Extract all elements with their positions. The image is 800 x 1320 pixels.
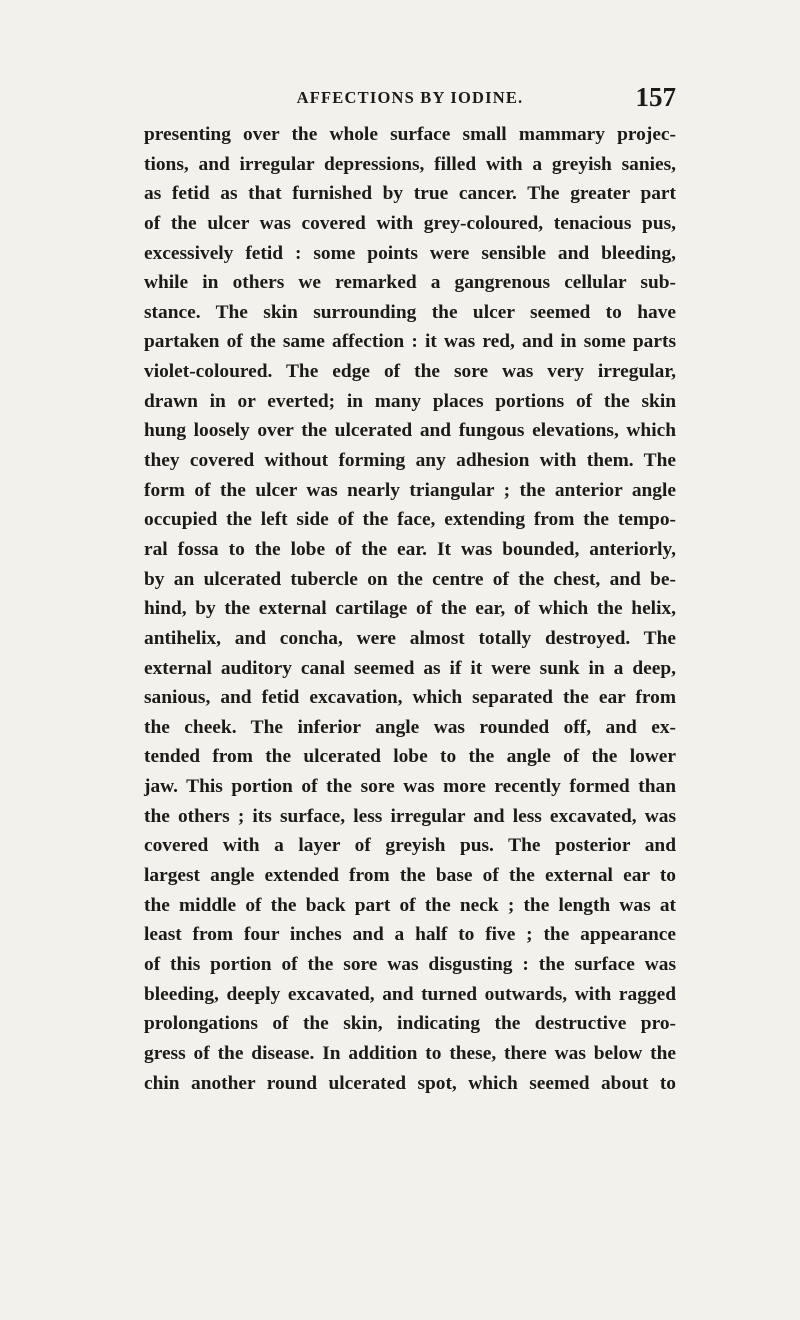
text-line: the middle of the back part of the neck ; the length was at bbox=[144, 894, 676, 916]
body-text bbox=[144, 120, 676, 1098]
text-line: least from four inches and a half to five ; the appearance bbox=[144, 924, 676, 946]
text-line: chin another round ulcerated spot, which seemed about to bbox=[144, 1072, 676, 1094]
text-line: largest angle extended from the base of the external ear to bbox=[144, 865, 676, 887]
text-line: bleeding, deeply excavated, and turned outwards, with ragged bbox=[144, 983, 676, 1005]
text-line: presenting over the whole surface small mammary projec- bbox=[144, 124, 676, 145]
text-line: the cheek. The inferior angle was rounded off, and ex- bbox=[144, 716, 676, 738]
text-line: covered with a layer of greyish pus. The posterior and bbox=[144, 835, 676, 857]
text-line: external auditory canal seemed as if it were sunk in a deep, bbox=[144, 657, 676, 679]
text-line: hung loosely over the ulcerated and fungous elevations, which bbox=[144, 420, 676, 442]
text-line: tended from the ulcerated lobe to the angle of the lower bbox=[144, 746, 676, 768]
text-line: gress of the disease. In addition to these, there was below the bbox=[144, 1042, 676, 1064]
text-line: they covered without forming any adhesion with them. The bbox=[144, 450, 676, 472]
text-line: of the ulcer was covered with grey-coloured, tenacious pus, bbox=[144, 212, 676, 234]
text-line: as fetid as that furnished by true cancer. The greater part bbox=[144, 183, 676, 205]
text-line: ral fossa to the lobe of the ear. It was bounded, anteriorly, bbox=[144, 538, 676, 560]
text-line: sanious, and fetid excavation, which separated the ear from bbox=[144, 687, 676, 709]
text-line: stance. The skin surrounding the ulcer seemed to have bbox=[144, 301, 676, 323]
text-line: of this portion of the sore was disgusting : the surface was bbox=[144, 953, 676, 975]
text-line: partaken of the same affection : it was red, and in some parts bbox=[144, 331, 676, 353]
text-line: hind, by the external cartilage of the ear, of which the helix, bbox=[144, 598, 676, 620]
running-head bbox=[144, 84, 676, 114]
text-line: occupied the left side of the face, extending from the tempo- bbox=[144, 509, 676, 531]
running-title: AFFECTIONS BY IODINE. bbox=[296, 88, 524, 107]
text-line: drawn in or everted; in many places portions of the skin bbox=[144, 390, 676, 412]
text-line: while in others we remarked a gangrenous cellular sub- bbox=[144, 272, 676, 294]
text-line: the others ; its surface, less irregular and less excavated, was bbox=[144, 805, 676, 827]
text-line: form of the ulcer was nearly triangular ; the anterior angle bbox=[144, 479, 676, 501]
text-line: by an ulcerated tubercle on the centre of the chest, and be- bbox=[144, 568, 676, 590]
text-line: antihelix, and concha, were almost totally destroyed. The bbox=[144, 627, 676, 649]
page-number: 157 bbox=[635, 82, 676, 112]
text-line: prolongations of the skin, indicating the destructive pro- bbox=[144, 1013, 676, 1035]
text-line: violet-coloured. The edge of the sore was very irregular, bbox=[144, 361, 676, 383]
text-line: tions, and irregular depressions, filled with a greyish sanies, bbox=[144, 153, 676, 175]
text-line: jaw. This portion of the sore was more recently formed than bbox=[144, 776, 676, 798]
text-line: excessively fetid : some points were sensible and bleeding, bbox=[144, 242, 676, 264]
